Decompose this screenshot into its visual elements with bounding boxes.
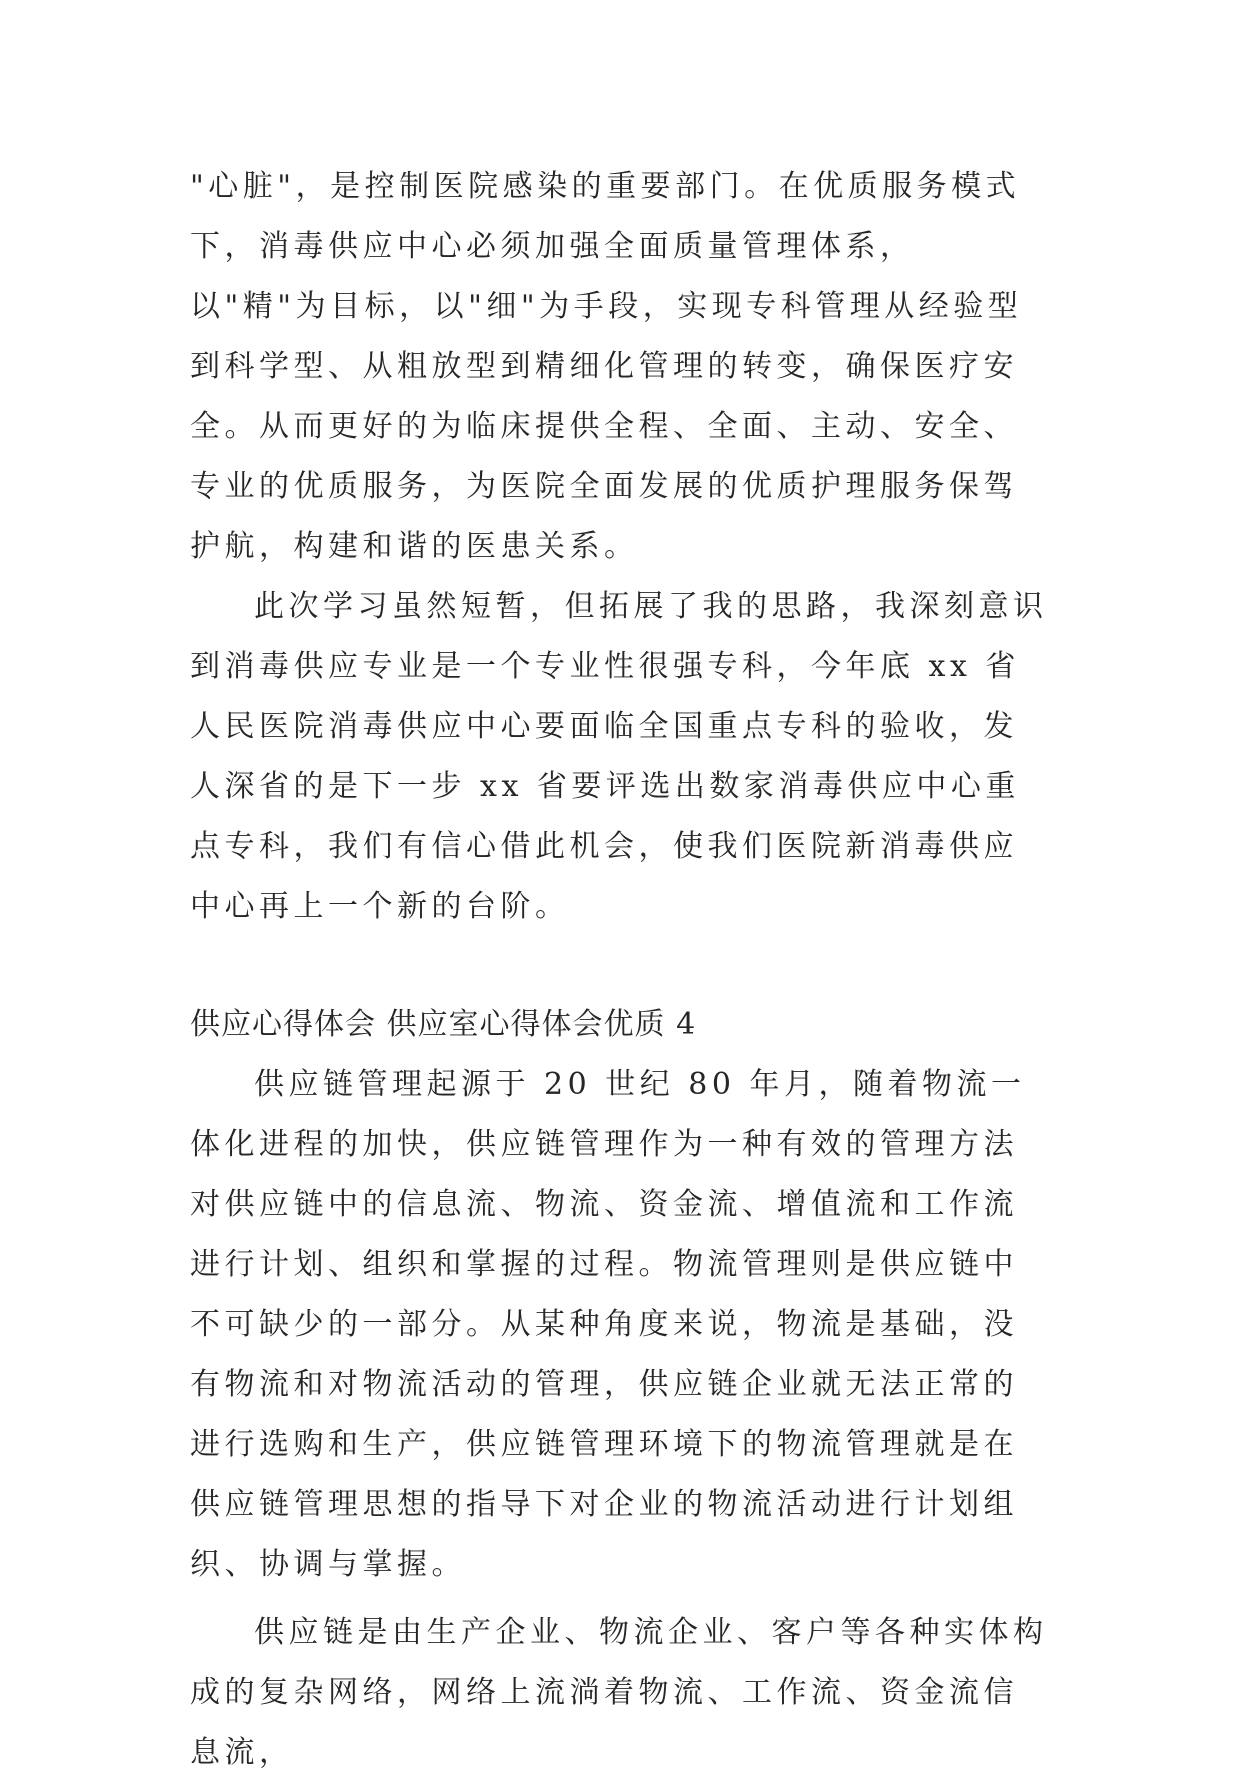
reflection-paragraph: 此次学习虽然短暂，但拓展了我的思路，我深刻意识到消毒供应专业是一个专业性很强专科，今年底 xx 省人民医院消毒供应中心要面临全国重点专科的验收，发人深省的是下一步 xx 省要评选出数家消毒供应中心重点专科，我们有信心借此机会，使我们医院新消毒供应中心再上一个新的台阶。	[190, 589, 1048, 924]
supply-chain-paragraph: 供应链管理起源于 20 世纪 80 年月，随着物流一体化进程的加快，供应链管理作为一种有效的管理方法对供应链中的信息流、物流、资金流、增值流和工作流进行计划、组织和掌握的过程。物流管理则是供应链中不可缺少的一部分。从某种角度来说，物流是基础，没有物流和对物流活动的管理，供应链企业就无法正常的进行选购和生产，供应链管理环境下的物流管理就是在供应链管理思想的指导下对企业的物流活动进行计划组织、协调与掌握。	[190, 1067, 1026, 1582]
continued-paragraph: "心脏"，是控制医院感染的重要部门。在优质服务模式下，消毒供应中心必须加强全面质量管理体系，以"精"为目标，以"细"为手段，实现专科管理从经验型到科学型、从粗放型到精细化管理的转变，确保医疗安全。从而更好的为临床提供全程、全面、主动、安全、专业的优质服务，为医院全面发展的优质护理服务保驾护航，构建和谐的医患关系。	[190, 169, 1023, 564]
supply-network-paragraph: 供应链是由生产企业、物流企业、客户等各种实体构成的复杂网络，网络上流淌着物流、工作流、资金流信息流，	[190, 1615, 1048, 1770]
section-heading: 供应心得体会 供应室心得体会优质 4	[190, 1007, 697, 1042]
paragraph-spacer	[190, 1595, 1050, 1603]
document-body	[190, 157, 1050, 1783]
section-spacer	[190, 937, 1050, 995]
